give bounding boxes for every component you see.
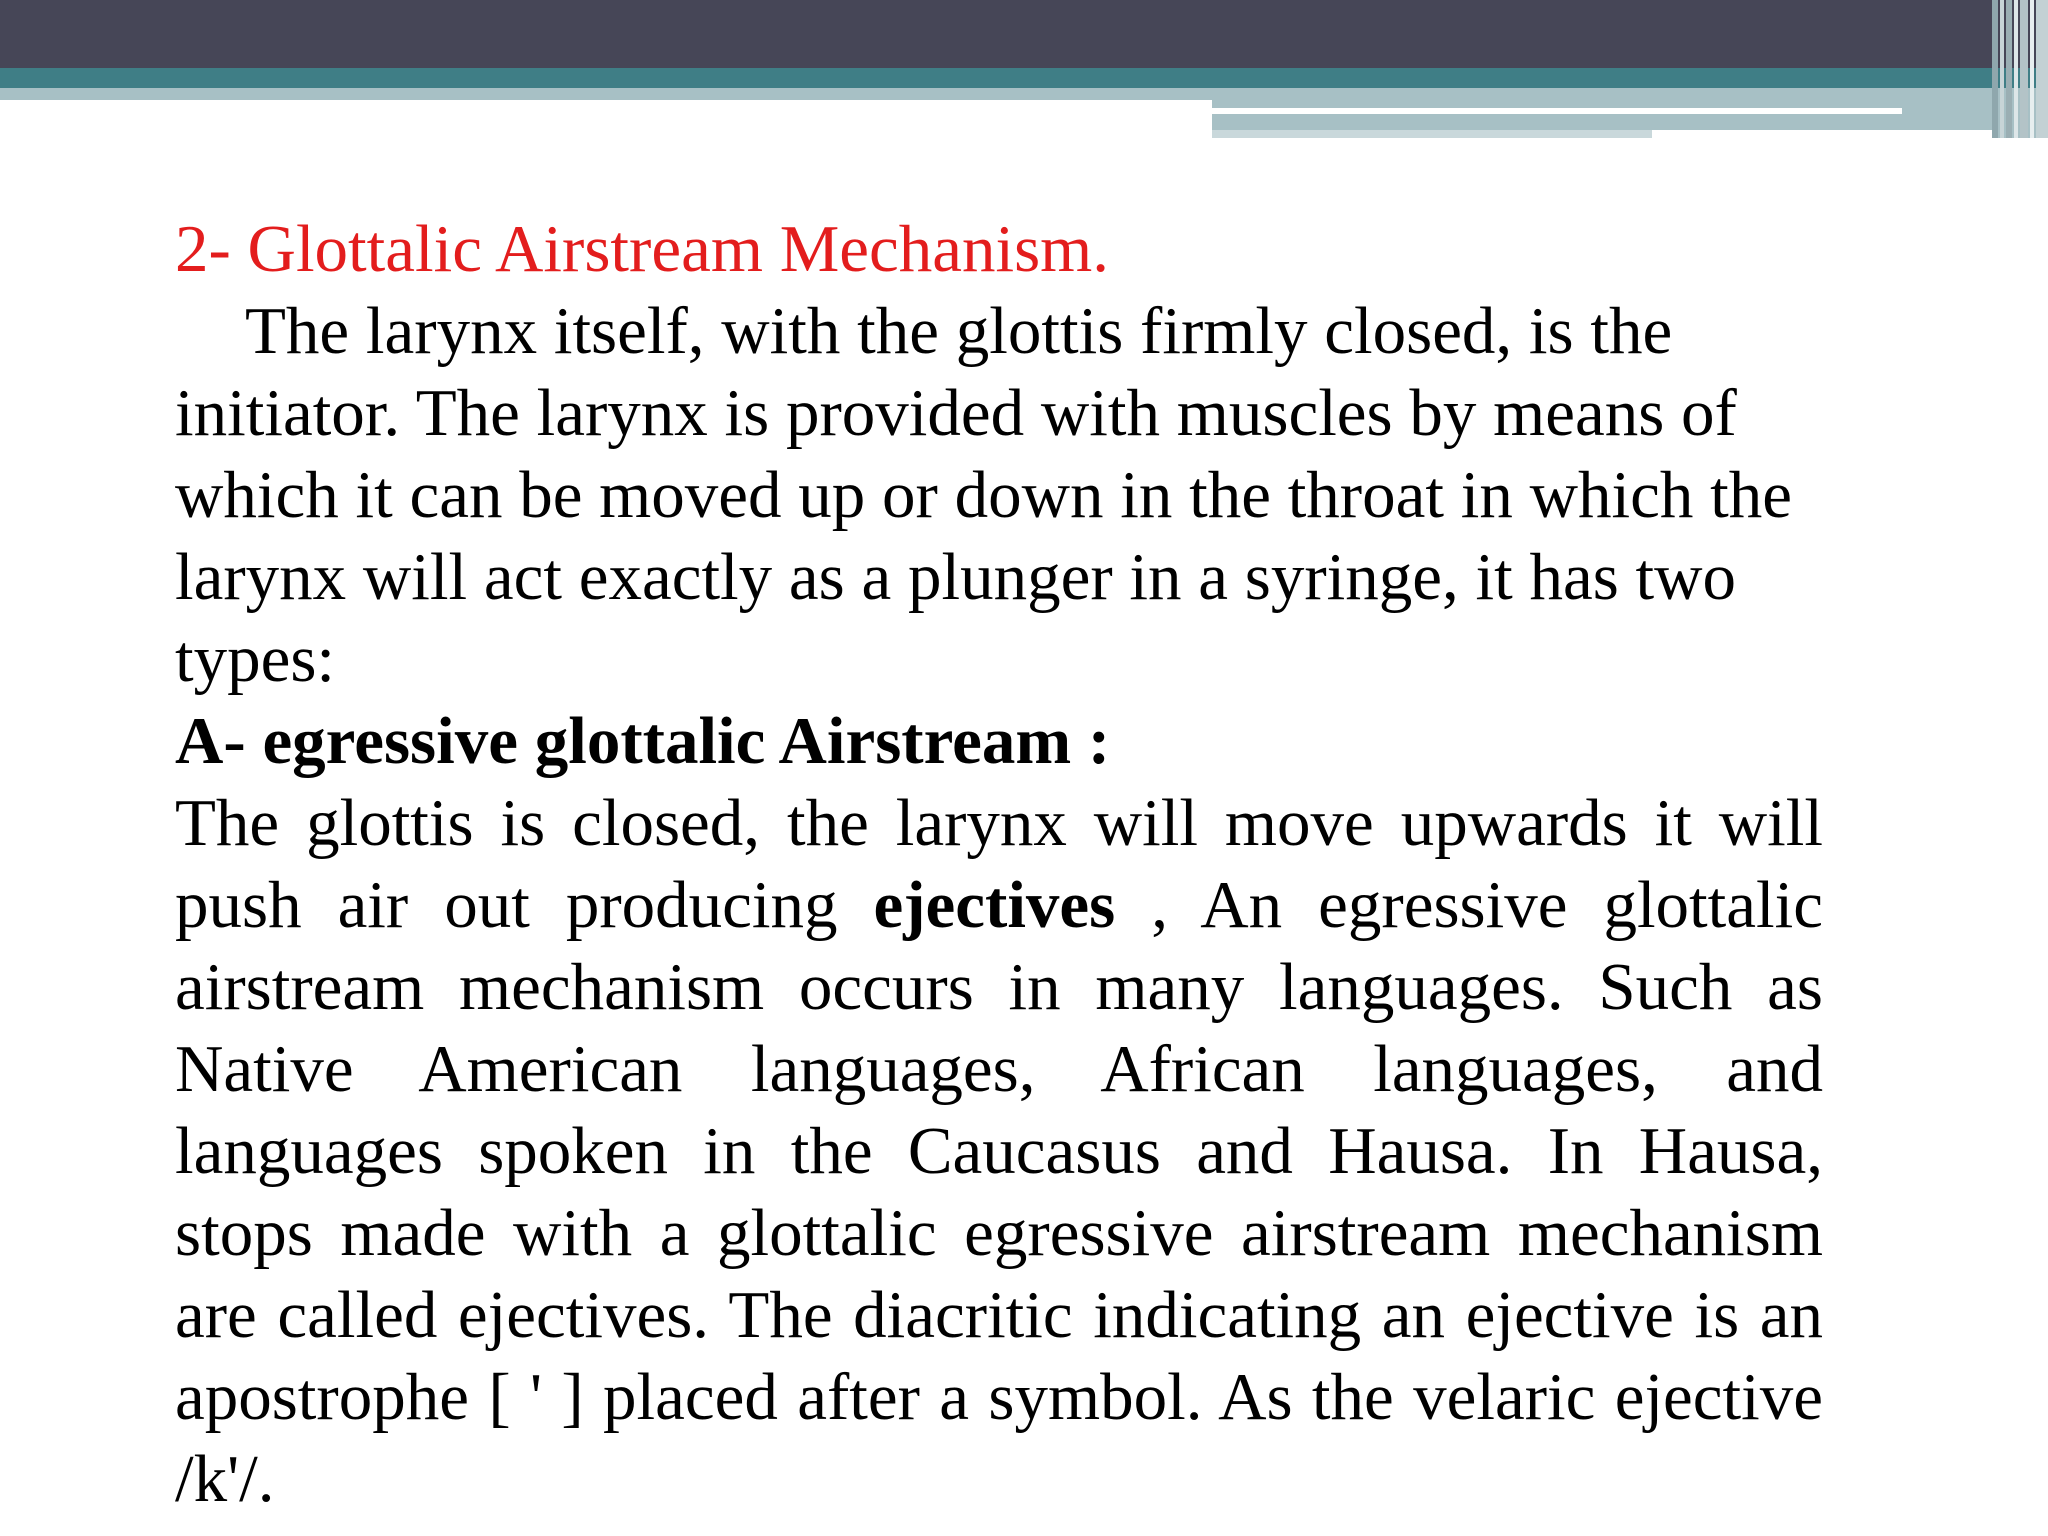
body-text-continued: , An egressive glottalic airstream mechanism occurs in many languages. Such as Native American languages, African languages, and languages spoken in the Caucasus and Hausa. In Hausa, stops made with a glottalic egressive airstream mechanism are called ejectives. The diacritic indicating an ejective is an apostrophe [ ' ] placed after a symbol. As the velaric ejective /k'/. [175,868,1823,1516]
header-step-line [1212,108,1902,114]
header-edge-stripe [2014,0,2018,138]
body-bold-term: ejectives [873,868,1152,942]
header-step-gap [1652,130,1992,138]
header-edge-stripe [2036,0,2048,138]
slide-content [175,208,1823,1520]
header-edge-stripe [2030,0,2034,138]
header-edge-stripe [1992,0,1998,138]
slide-title: 2- Glottalic Airstream Mechanism. [175,212,1110,286]
intro-text: The larynx itself, with the glottis firmly closed, is the initiator. The larynx is provided with muscles by means of which it can be moved up or down in the throat in which the larynx will act exactly as a plunger in a syringe, it has two types: [175,294,1792,696]
header-edge-stripe [2000,0,2004,138]
body-text: The glottis is closed, the larynx will move upwards it will push air out producing [175,786,1823,942]
intro-paragraph [175,290,1823,700]
header-edge-stripe [2006,0,2012,138]
header-edge-stripe [2020,0,2028,138]
header-step-line [1212,130,1652,138]
header-light-bar [0,88,1212,100]
body-paragraph [175,782,1823,1520]
section-subheading: A- egressive glottalic Airstream : [175,704,1111,778]
header-dark-bar [0,0,2048,68]
header-teal-bar [0,68,2048,88]
